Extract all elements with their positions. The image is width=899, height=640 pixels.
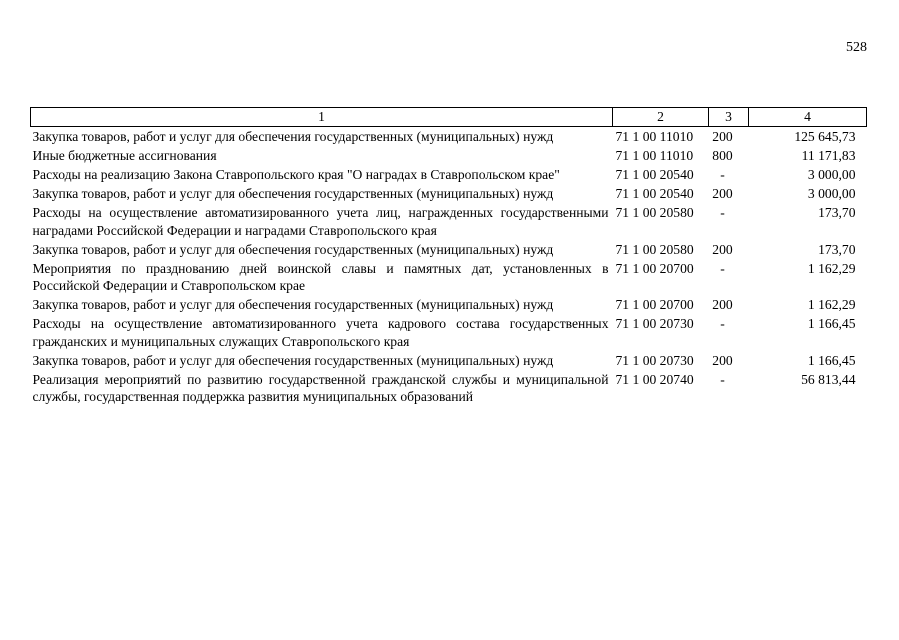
row-name: Иные бюджетные ассигнования: [32, 148, 217, 163]
row-type: 200: [712, 241, 733, 257]
row-code: 71 1 00 11010: [615, 148, 694, 163]
row-code: 71 1 00 11010: [615, 129, 694, 144]
table-row: [31, 315, 867, 352]
row-code: 71 1 00 20580: [615, 205, 694, 220]
row-name: Закупка товаров, работ и услуг для обеспечения государственных (муниципальных) нужд: [32, 352, 554, 368]
row-sum: 56 813,44: [801, 371, 856, 387]
row-type: 200: [712, 297, 733, 312]
row-code: 71 1 00 20540: [615, 186, 694, 201]
row-sum: 1 162,29: [807, 297, 856, 312]
row-type: -: [720, 316, 725, 331]
row-code: 71 1 00 20580: [615, 241, 694, 257]
row-type: 200: [712, 352, 733, 368]
row-sum: 173,70: [818, 241, 856, 257]
row-type: -: [720, 371, 725, 387]
row-sum: 3 000,00: [807, 167, 856, 182]
table-row: [31, 352, 867, 371]
column-header-type: 3: [709, 108, 749, 127]
budget-table: [30, 107, 867, 407]
row-name: Закупка товаров, работ и услуг для обеспечения государственных (муниципальных) нужд: [32, 241, 554, 257]
row-code: 71 1 00 20730: [615, 352, 694, 368]
row-name: Закупка товаров, работ и услуг для обеспечения государственных (муниципальных) нужд: [32, 186, 554, 201]
table-row: [31, 260, 867, 297]
column-header-name: 1: [31, 108, 613, 127]
row-type: -: [720, 260, 725, 276]
row-type: 200: [712, 186, 733, 201]
row-code: 71 1 00 20700: [615, 297, 694, 312]
row-type: -: [720, 205, 725, 220]
table-row: [31, 127, 867, 148]
table-row: [31, 185, 867, 204]
row-type: 800: [712, 148, 733, 163]
row-name: Расходы на реализацию Закона Ставропольского края "О наградах в Ставропольском крае": [32, 167, 560, 182]
row-name: Расходы на осуществление автоматизированного учета кадрового состава государственных гражданских и муниципальных служащих Ставропольского края: [32, 316, 609, 349]
row-sum: 3 000,00: [807, 186, 856, 201]
row-type: 200: [712, 129, 733, 144]
row-code: 71 1 00 20540: [615, 167, 694, 182]
row-sum: 1 162,29: [807, 260, 856, 276]
row-sum: 11 171,83: [801, 148, 856, 163]
table-row: [31, 166, 867, 185]
row-code: 71 1 00 20700: [615, 260, 694, 276]
column-header-sum: 4: [749, 108, 867, 127]
row-code: 71 1 00 20730: [615, 316, 694, 331]
row-name: Мероприятия по празднованию дней воинской славы и памятных дат, установленных в Российской Федерации и Ставропольском крае: [32, 260, 609, 293]
row-sum: 125 645,73: [794, 129, 856, 144]
table-row: [31, 296, 867, 315]
row-name: Закупка товаров, работ и услуг для обеспечения государственных (муниципальных) нужд: [32, 297, 554, 312]
column-header-code: 2: [613, 108, 709, 127]
row-sum: 1 166,45: [807, 316, 856, 331]
row-sum: 1 166,45: [807, 352, 856, 368]
row-name: Расходы на осуществление автоматизированного учета лиц, награжденных государственными наградами Российской Федерации и наградами Ставропольского края: [32, 205, 609, 238]
table-row: [31, 371, 867, 408]
page-number: 528: [846, 40, 867, 55]
row-code: 71 1 00 20740: [615, 371, 694, 387]
row-name: Закупка товаров, работ и услуг для обеспечения государственных (муниципальных) нужд: [32, 129, 554, 144]
row-name: Реализация мероприятий по развитию государственной гражданской службы и муниципальной службы, государственная поддержка развития муниципальных образований: [32, 371, 609, 404]
row-type: -: [720, 167, 725, 182]
row-sum: 173,70: [818, 205, 856, 220]
table-row: [31, 147, 867, 166]
table-row: [31, 241, 867, 260]
table-header-row: [31, 108, 867, 127]
table-row: [31, 204, 867, 241]
